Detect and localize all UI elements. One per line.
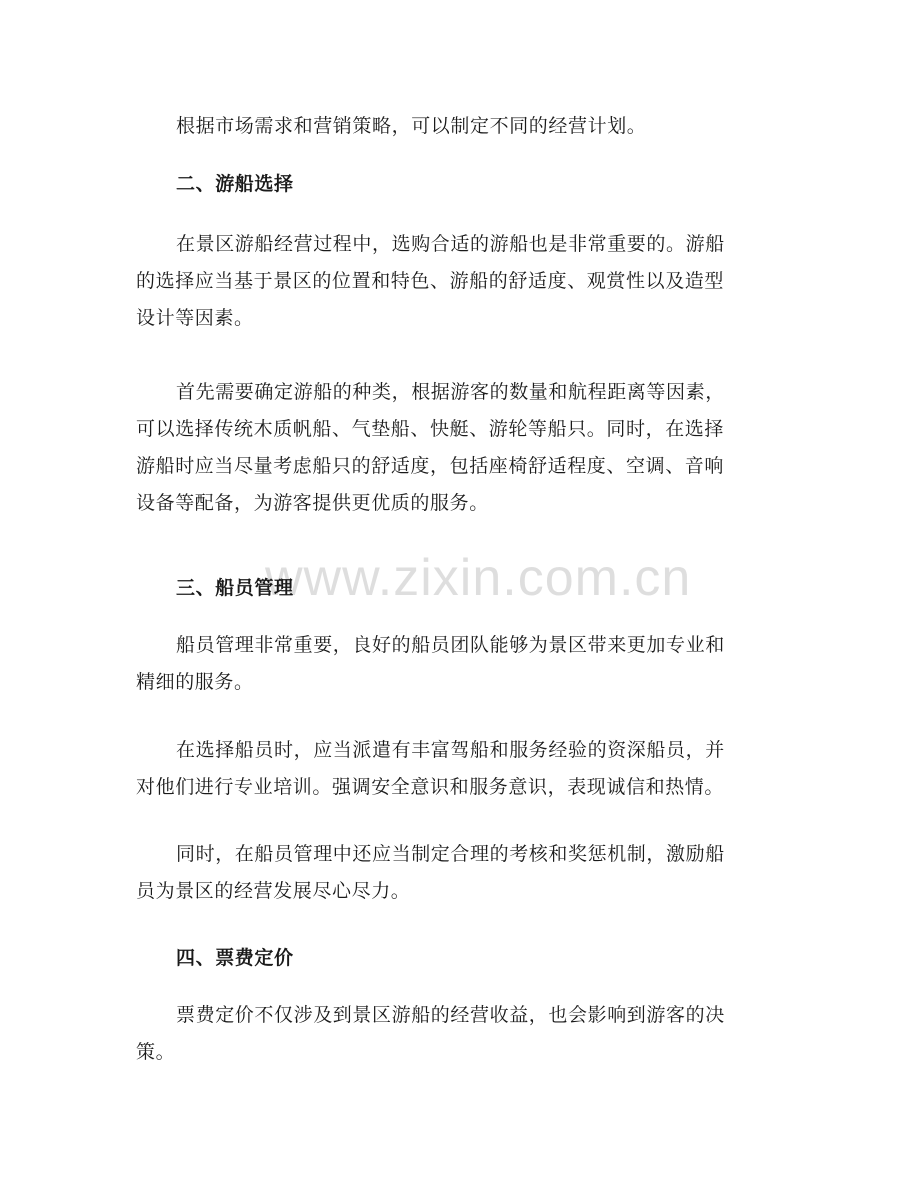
paragraph-crew-importance [136, 627, 776, 701]
text-line: 在景区游船经营过程中，选购合适的游船也是非常重要的。游船 [176, 233, 725, 255]
text-line: 首先需要确定游船的种类，根据游客的数量和航程距离等因素， [176, 381, 725, 403]
text-line: 游船时应当尽量考虑船只的舒适度，包括座椅舒适程度、空调、音响 [136, 455, 725, 477]
text-line: 的选择应当基于景区的位置和特色、游船的舒适度、观赏性以及造型 [136, 270, 725, 292]
text-line: 策。 [136, 1041, 176, 1063]
heading-boat-selection: 二、游船选择 [176, 173, 294, 195]
text-line: 设计等因素。 [136, 307, 254, 329]
text-line: 在选择船员时，应当派遣有丰富驾船和服务经验的资深船员，并 [176, 739, 725, 761]
paragraph-market-plan [136, 108, 776, 145]
paragraph-ticket-pricing [136, 997, 776, 1071]
text-line: 票费定价不仅涉及到景区游船的经营收益，也会影响到游客的决 [176, 1004, 725, 1026]
paragraph-boat-types [136, 374, 776, 522]
text-line: 精细的服务。 [136, 671, 254, 693]
watermark: www.zixin.com.cn [265, 549, 692, 607]
text-line: 根据市场需求和营销策略，可以制定不同的经营计划。 [176, 115, 647, 137]
text-line: 同时，在船员管理中还应当制定合理的考核和奖惩机制，激励船 [176, 843, 725, 865]
text-line: 设备等配备，为游客提供更优质的服务。 [136, 492, 489, 514]
heading-ticket-pricing: 四、票费定价 [176, 947, 294, 969]
paragraph-crew-incentive [136, 836, 776, 910]
heading-crew-management: 三、船员管理 [176, 577, 294, 599]
text-line: 对他们进行专业培训。强调安全意识和服务意识，表现诚信和热情。 [136, 776, 725, 798]
text-line: 可以选择传统木质帆船、气垫船、快艇、游轮等船只。同时，在选择 [136, 418, 725, 440]
paragraph-boat-selection-intro [136, 226, 776, 337]
paragraph-crew-selection [136, 732, 776, 806]
text-line: 员为景区的经营发展尽心尽力。 [136, 880, 411, 902]
text-line: 船员管理非常重要，良好的船员团队能够为景区带来更加专业和 [176, 634, 725, 656]
